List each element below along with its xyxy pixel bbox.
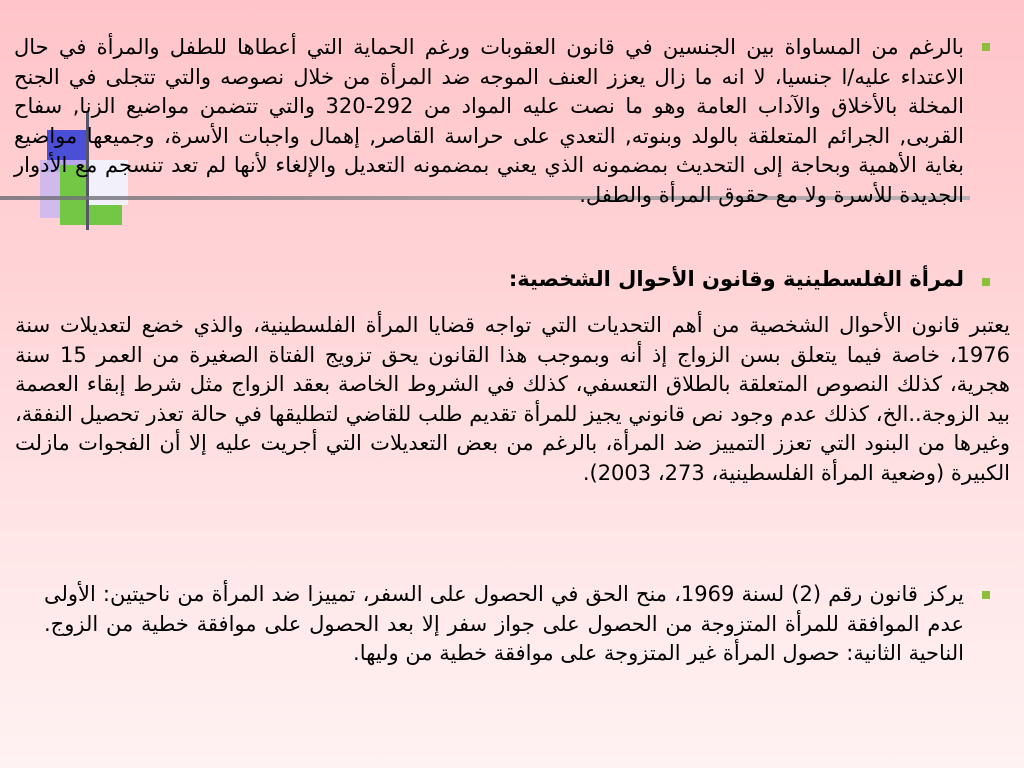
bullet-icon	[982, 43, 990, 51]
paragraph-personal-status-law: يعتبر قانون الأحوال الشخصية من أهم التحديات التي تواجه قضايا المرأة الفلسطينية، والذي خضع لتعديلات سنة 1976، خاصة فيما يتعلق بسن الزواج إذ أنه وبموجب هذا القانون يحق تزويج الفتاة الصغيرة من العمر 15 سنة هجرية، كذلك النصوص المتعلقة بالطلاق التعسفي، كذلك في الشروط الخاصة بعقد الزواج مثل شرط إبقاء العصمة بيد الزوجة..الخ، كذلك عدم وجود نص قانوني يجيز للمرأة تقديم طلب للقاضي لتطليقها في حالة تعذر تحصيل النفقة، وغيرها من البنود التي تعزز التمييز ضد المرأة، بالرغم من بعض التعديلات التي أجريت عليه إلا أن الفجوات مازلت الكبيرة (وضعية المرأة الفلسطينية، 273، 2003).	[15, 313, 1010, 485]
bullet-icon	[982, 591, 990, 599]
paragraph-travel-law: يركز قانون رقم (2) لسنة 1969، منح الحق في الحصول على السفر، تمييزا ضد المرأة من ناحيتين: الأولى عدم الموافقة للمرأة المتزوجة من الحصول على جواز سفر إلا بعد الحصول على موافقة خطية من الزوج. الناحية الثانية: حصول المرأة غير المتزوجة على موافقة خطية من وليها.	[44, 582, 964, 665]
bullet-icon	[982, 278, 990, 286]
paragraph-criminal-law: بالرغم من المساواة بين الجنسين في قانون العقوبات ورغم الحماية التي أعطاها للطفل والمرأة في حال الاعتداء عليه/ا جنسيا، لا انه ما زال يعزز العنف الموجه ضد المرأة من خلال نصوصه والتي تتجلى في الجنح المخلة بالأخلاق والآداب العامة وهو ما نصت عليه المواد من 292-320 والتي تتضمن مواضيع الزنا, سفاح القربى, الجرائم المتعلقة بالولد وبنوته, التعدي على حراسة القاصر, إهمال واجبات الأسرة، وجميعها مواضيع بغاية الأهمية وبحاجة إلى التحديث بمضمونه الذي يعني بمضمونه التعديل والإلغاء لأنها لم تعد تنسجم مع الأدوار الجديدة للأسرة ولا مع حقوق المرأة والطفل.	[14, 35, 964, 207]
section-heading: لمرأة الفلسطينية وقانون الأحوال الشخصية:	[508, 267, 964, 291]
